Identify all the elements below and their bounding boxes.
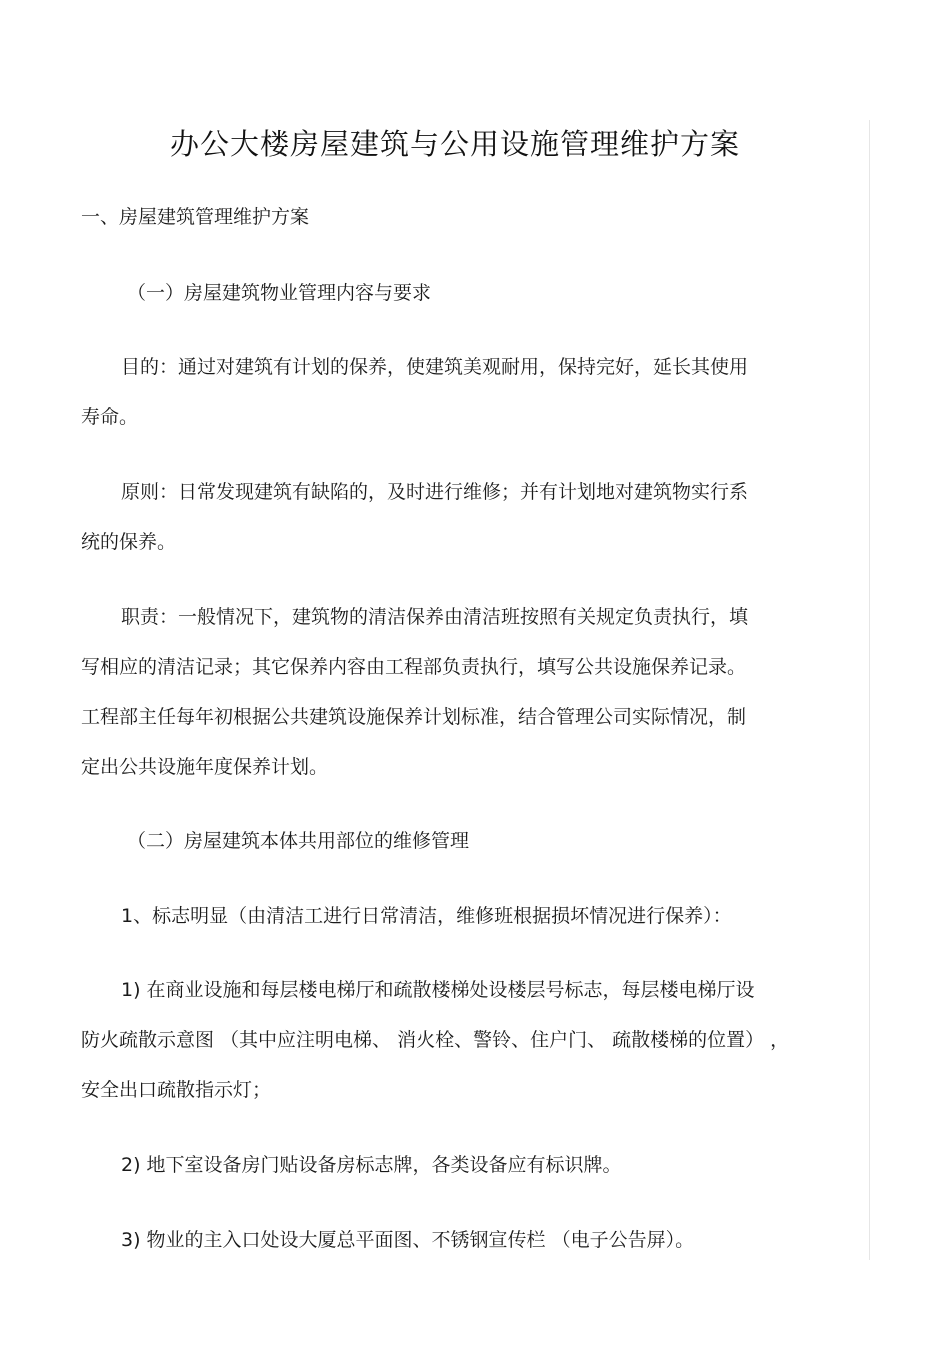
item-1-1-line-3: 安全出口疏散指示灯； [81, 1079, 272, 1101]
subsection-heading-1: （一）房屋建筑物业管理内容与要求 [127, 282, 432, 304]
item-1-1-line-2: 防火疏散示意图 （其中应注明电梯、 消火栓、警铃、住户门、 疏散楼梯的位置） ， [81, 1029, 790, 1051]
section-heading-1: 一、房屋建筑管理维护方案 [81, 206, 310, 228]
document-title: 办公大楼房屋建筑与公用设施管理维护方案 [169, 127, 740, 161]
item-1-3: 3) 物业的主入口处设大厦总平面图、不锈钢宣传栏 （电子公告屏）。 [121, 1229, 695, 1251]
subsection-heading-2: （二）房屋建筑本体共用部位的维修管理 [127, 830, 470, 852]
purpose-line-2: 寿命。 [81, 406, 139, 428]
page-edge-divider [869, 120, 870, 1260]
item-1-2: 2) 地下室设备房门贴设备房标志牌，各类设备应有标识牌。 [121, 1154, 622, 1176]
duty-line-3: 工程部主任每年初根据公共建筑设施保养计划标准，结合管理公司实际情况，制 [81, 706, 747, 728]
duty-line-1: 职责：一般情况下，建筑物的清洁保养由清洁班按照有关规定负责执行，填 [121, 606, 749, 628]
principle-line-1: 原则：日常发现建筑有缺陷的，及时进行维修；并有计划地对建筑物实行系 [121, 481, 749, 503]
purpose-line-1: 目的：通过对建筑有计划的保养，使建筑美观耐用，保持完好，延长其使用 [121, 356, 749, 378]
item-1-1-line-1: 1) 在商业设施和每层楼电梯厅和疏散楼梯处设楼层号标志，每层楼电梯厅设 [121, 979, 755, 1001]
principle-line-2: 统的保养。 [81, 531, 177, 553]
item-1-heading: 1、标志明显（由清洁工进行日常清洁，维修班根据损坏情况进行保养）： [121, 905, 732, 927]
duty-line-2: 写相应的清洁记录；其它保养内容由工程部负责执行，填写公共设施保养记录。 [81, 656, 747, 678]
duty-line-4: 定出公共设施年度保养计划。 [81, 756, 329, 778]
